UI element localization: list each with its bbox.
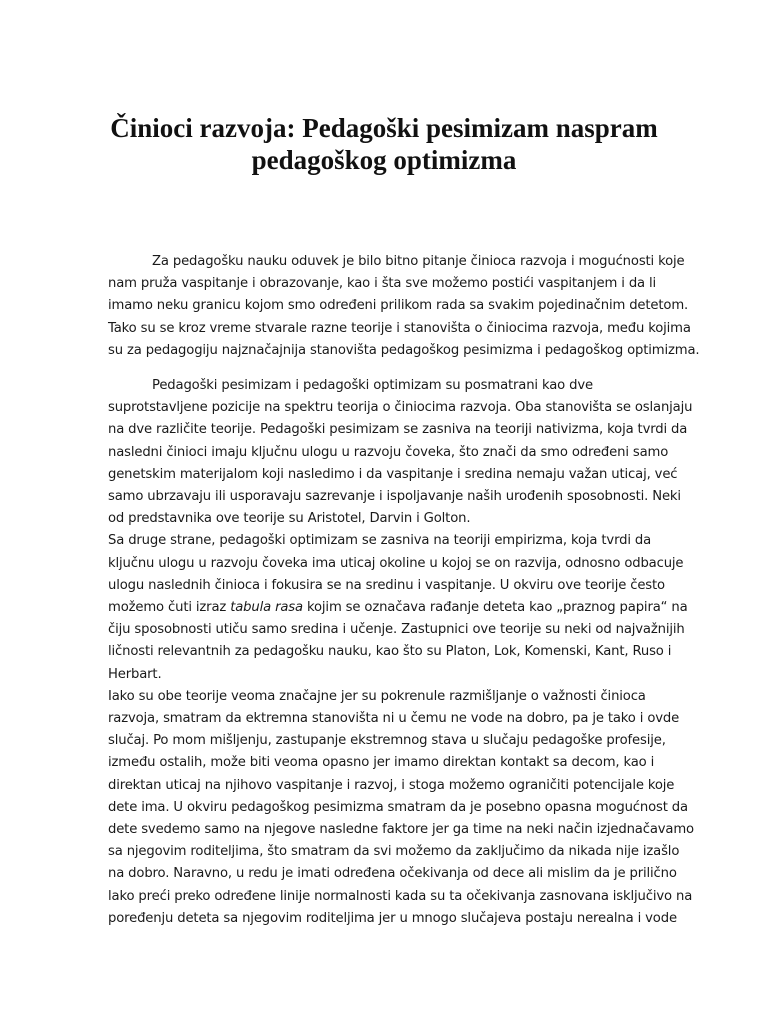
title-line-1: Činioci razvoja: Pedagoški pesimizam naspram	[110, 113, 658, 143]
text-line: Za pedagošku nauku oduvek je bilo bitno pitanje činioca razvoja i mogućnosti koje	[152, 254, 685, 269]
text-line: na dve različite teorije. Pedagoški pesimizam se zasniva na teoriji nativizma, koja tvrdi da	[108, 422, 688, 438]
text-line: Pedagoški pesimizam i pedagoški optimizam su posmatrani kao dve	[152, 378, 593, 394]
paragraph-3	[108, 530, 688, 685]
text-line: direktan uticaj na njihovo vaspitanje i razvoj, i stoga možemo ograničiti potencijale koje	[108, 777, 675, 793]
text-line: Sa druge strane, pedagoški optimizam se zasniva na teoriji empirizma, koja tvrdi da	[108, 533, 652, 549]
text-line: čiju sposobnosti utiču samo sredina i učenje. Zastupnici ove teorije su neki od najvažnijih	[108, 622, 685, 638]
text-line: Iako su obe teorije veoma značajne jer su pokrenule razmišljanje o važnosti činioca	[108, 688, 646, 704]
text-line: ličnosti relevantnih za pedagošku nauku, kao što su Platon, Lok, Komenski, Kant, Ruso i	[108, 644, 672, 660]
text-line: slučaj. Po mom mišljenju, zastupanje ekstremnog stava u slučaju pedagoške profesije,	[108, 733, 666, 749]
paragraph-4	[108, 686, 694, 930]
text-line: nasledni činioci imaju ključnu ulogu u razvoju čoveka, što znači da smo određeni samo	[108, 444, 669, 460]
document-title	[0, 112, 768, 176]
text-line: Tako su se kroz vreme stvarale razne teorije i stanovišta o činiocima razvoja, među kojima	[108, 320, 691, 336]
document-body	[108, 251, 700, 930]
text-line: između ostalih, može biti veoma opasno jer imamo direktan kontakt sa decom, kao i	[108, 755, 655, 771]
italic-term: tabula rasa	[230, 600, 303, 616]
paragraph-2	[108, 375, 693, 530]
text-line: lako preći preko određene linije normalnosti kada su ta očekivanja zasnovana isključivo na	[108, 888, 693, 904]
text-run: kojim se označava rađanje deteta kao „praznog papira“ na	[302, 600, 688, 616]
text-run: možemo čuti izraz	[108, 600, 231, 616]
title-line-2: pedagoškog optimizma	[251, 145, 517, 175]
text-line: genetskim materijalom koji nasledimo i da vaspitanje i sredina nemaju važan uticaj, već	[108, 466, 678, 482]
text-line: ulogu naslednih činioca i fokusira se na sredinu i vaspitanje. U okviru ove teorije često	[108, 577, 665, 593]
text-line: dete ima. U okviru pedagoškog pesimizma smatram da je posebno opasna mogućnost da	[108, 799, 688, 815]
text-line: poređenju deteta sa njegovim roditeljima jer u mnogo slučajeva postaju nerealna i vode	[108, 910, 677, 926]
text-line: od predstavnika ove teorije su Aristotel, Darvin i Golton.	[108, 511, 471, 527]
paragraph-1	[108, 251, 700, 362]
text-line: na dobro. Naravno, u redu je imati određena očekivanja od dece ali mislim da je prilično	[108, 866, 677, 882]
text-line: nam pruža vaspitanje i obrazovanje, kao i šta sve možemo postići vaspitanjem i da li	[108, 276, 657, 292]
text-line: Herbart.	[108, 666, 162, 682]
text-line: su za pedagogiju najznačajnija stanovišta pedagoškog pesimizma i pedagoškog optimizma.	[108, 342, 700, 358]
text-line: sa njegovim roditeljima, što smatram da svi možemo da zaključimo da nikada nije izašlo	[108, 844, 680, 860]
text-line: samo ubrzavaju ili usporavaju sazrevanje i ispoljavanje naših urođenih sposobnosti. Neki	[108, 489, 681, 505]
text-line: suprotstavljene pozicije na spektru teorija o činiocima razvoja. Oba stanovišta se oslanjaju	[108, 400, 693, 416]
text-line: dete svedemo samo na njegove nasledne faktore jer ga time na neki način izjednačavamo	[108, 822, 694, 838]
text-line: ključnu ulogu u razvoju čoveka ima uticaj okoline u kojoj se on razvija, odnosno odbacuje	[108, 555, 684, 571]
text-line: razvoja, smatram da ektremna stanovišta ni u čemu ne vode na dobro, pa je tako i ovde	[108, 711, 680, 727]
text-line-with-italic	[108, 597, 688, 619]
text-line: imamo neku granicu kojom smo određeni prilikom rada sa svakim pojedinačnim detetom.	[108, 298, 689, 314]
